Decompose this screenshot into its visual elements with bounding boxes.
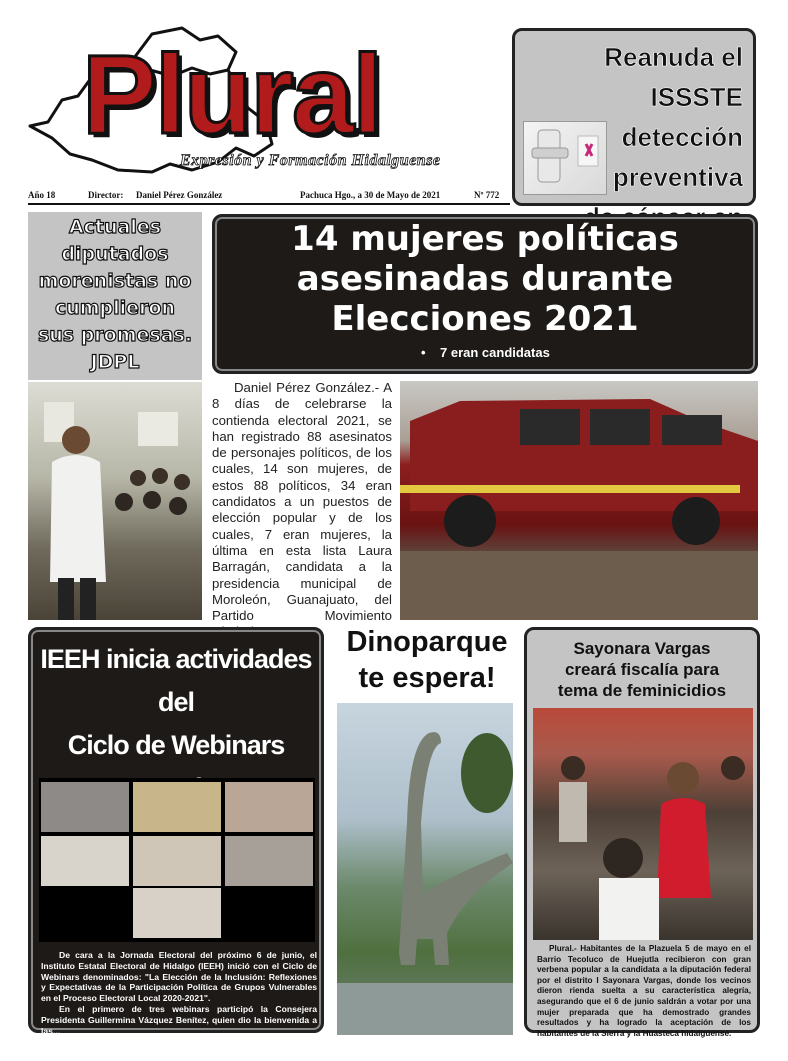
participant-tile [133, 782, 221, 832]
dinosaur-icon [337, 703, 513, 1035]
participant-tile [225, 782, 313, 832]
bullet-text: 7 eran candidatas [440, 345, 550, 360]
headline-line: Elecciones 2021 [331, 299, 639, 339]
dino-title-line: Dinoparque [346, 626, 508, 658]
participant-tile [133, 836, 221, 886]
diputados-box [28, 212, 202, 380]
sayo-title-line: creará fiscalía para [564, 660, 720, 679]
diputados-line: sus promesas. [37, 324, 193, 346]
director-label: Director: [88, 190, 124, 200]
crime-scene-photo [400, 381, 758, 620]
crowd-icon [533, 708, 753, 940]
issue-number: Nº 772 [474, 190, 500, 200]
sayonara-headline [531, 638, 753, 701]
ieeh-title-line: Ciclo de Webinars [67, 730, 285, 760]
ieeh-title-line: IEEH inicia actividades del [40, 644, 312, 717]
speaker-photo [28, 382, 202, 620]
headline-bullet: • 7 eran candidatas [421, 345, 550, 360]
issste-story-box [512, 28, 756, 206]
ieeh-paragraph: De cara a la Jornada Electoral del próximo 6 de junio, el Instituto Estatal Electoral de Hidalgo (IEEH) inició con el Ciclo de Webinars denominados: "La Elección de la Inclusión: Reflexiones y Expectativas de la Participación Política de Grupos Vulnerables en el Proceso Electoral Local 2020-2021". [41, 950, 317, 1004]
speaker-figure-icon [28, 382, 202, 620]
sayo-title-line: tema de feminicidios [557, 681, 727, 700]
participant-tile [225, 836, 313, 886]
ieeh-story-box [28, 627, 324, 1036]
participant-tile [133, 888, 221, 938]
director-name: Daniel Pérez González [136, 190, 223, 200]
ieeh-article-body [41, 950, 317, 1036]
sayo-title-line: Sayonara Vargas [573, 639, 711, 658]
issue-year: Año 18 [28, 190, 56, 200]
diputados-headline [28, 214, 202, 376]
sayonara-article-body: Plural.- Habitantes de la Plazuela 5 de mayo en el Barrio Tecoluco de Huejutla recibieron con gran verbena popular a la candidata a la diputación federal por el distrito I Sayonara Vargas, donde los vecinos dieron rienda suelta a su característica alegría, asegurando que el 6 de junio saldrán a votar por una mujer preparada que ha demostrado grandes resultados y ha logrado la aceptación de los habitantes de la Sierra y la Huasteca hidalguense. [537, 944, 751, 1038]
issste-line: detección preventiva [612, 122, 743, 192]
tagline: Expresión y Formación Hidalguense [180, 152, 441, 169]
video-call-photo [39, 778, 315, 942]
dinosaur-park-photo [337, 703, 513, 1035]
truck-icon [400, 381, 758, 620]
place-date: Pachuca Hgo., a 30 de Mayo de 2021 [300, 190, 441, 200]
diputados-line: diputados [61, 243, 169, 265]
rally-photo [533, 708, 753, 940]
diputados-line: Actuales [68, 216, 162, 238]
dinoparque-headline [332, 624, 522, 696]
participant-tile [41, 836, 129, 886]
main-headline-box [212, 214, 758, 374]
diputados-line: morenistas no [38, 270, 192, 292]
headline-line: 14 mujeres políticas [291, 219, 679, 259]
issste-line: Reanuda el ISSSTE [604, 42, 743, 112]
main-headline [215, 219, 755, 339]
participant-tile [41, 782, 129, 832]
headline-line: asesinadas durante [296, 259, 674, 299]
diputados-line: JDPL [90, 351, 140, 373]
sayonara-story-box [524, 627, 760, 1038]
newspaper-logo: Plural [82, 32, 382, 157]
dino-title-line: te espera! [358, 662, 496, 694]
diputados-line: cumplieron [54, 297, 176, 319]
main-article-body: Daniel Pérez González.- A 8 días de celebrarse la contienda electoral 2021, se han registrado 88 asesinatos de personajes políticos, de los cuales, 14 son mujeres, de estos 88 políticos, 34 eran candidatos a un puestos de elección popular y de los cuales, 7 eran mujeres, la última en esta lista Laura Barragán, candidata a la presidencia municipal de Moroleón, Guanajuato, del Partido Movimiento [212, 380, 392, 624]
ieeh-paragraph: En el primero de tres webinars participó la Consejera Presidenta Guillermina Vázquez Benítez, quien dio la bienvenida a las... [41, 1003, 317, 1036]
issue-info-bar [28, 190, 510, 205]
